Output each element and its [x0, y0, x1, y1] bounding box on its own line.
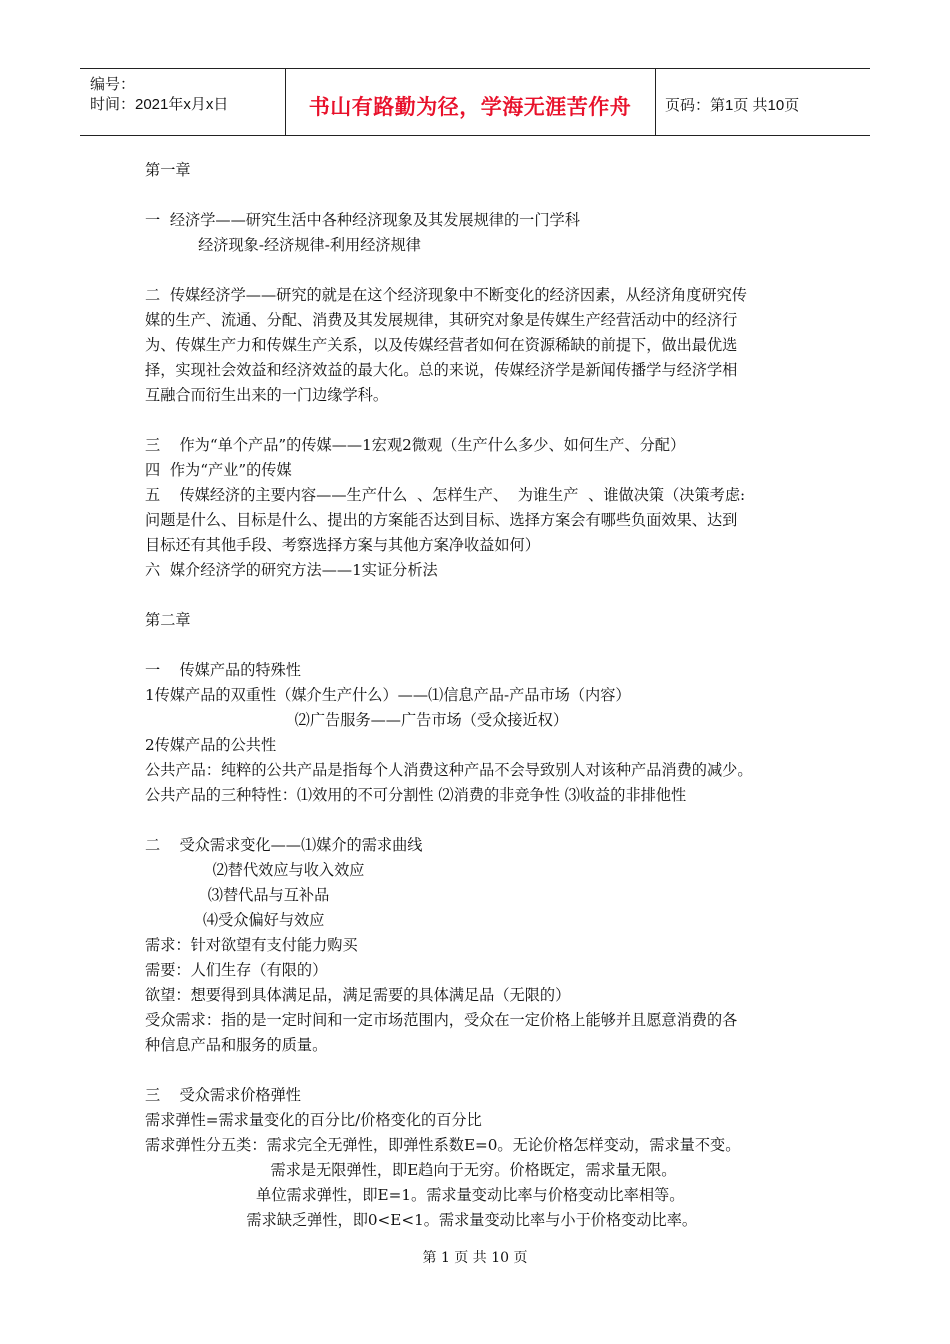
blank-line — [145, 1058, 810, 1083]
text-line: 六 媒介经济学的研究方法——1实证分析法 — [145, 561, 438, 579]
text-line: 需求弹性分五类：需求完全无弹性，即弹性系数E=0。无论价格怎样变动，需求量不变。 — [145, 1136, 741, 1154]
text-line: ⑶替代品与互补品 — [145, 886, 330, 904]
blank-line — [145, 633, 810, 658]
text-line: 一 传媒产品的特殊性 — [145, 661, 301, 679]
header-meta-cell — [80, 69, 286, 135]
text-line: 为、传媒生产力和传媒生产关系，以及传媒经营者如何在资源稀缺的前提下，做出最优选 — [145, 336, 738, 354]
text-line: 经济现象-经济规律-利用经济规律 — [145, 236, 421, 254]
text-line: 问题是什么、目标是什么、提出的方案能否达到目标、选择方案会有哪些负面效果、达到 — [145, 511, 738, 529]
text-line: 公共产品的三种特性：⑴效用的不可分割性 ⑵消费的非竞争性 ⑶收益的非排他性 — [145, 786, 687, 804]
text-line: 三 受众需求价格弹性 — [145, 1086, 301, 1104]
blank-line — [145, 408, 810, 433]
text-line: 一 经济学——研究生活中各种经济现象及其发展规律的一门学科 — [145, 211, 580, 229]
text-line: 需求弹性=需求量变化的百分比/价格变化的百分比 — [145, 1111, 482, 1129]
page-header — [80, 68, 870, 136]
text-line: 择，实现社会效益和经济效益的最大化。总的来说，传媒经济学是新闻传播学与经济学相 — [145, 361, 738, 379]
text-line: 五 传媒经济的主要内容——生产什么 、怎样生产、 为谁生产 、谁做决策（决策考虑: — [145, 486, 746, 504]
text-line: 三 作为“单个产品”的传媒——1宏观2微观（生产什么多少、如何生产、分配） — [145, 436, 686, 454]
text-line: 互融合而衍生出来的一门边缘学科。 — [145, 386, 388, 404]
doc-date-label: 时间：2021年x月x日 — [90, 96, 229, 113]
doc-number-label: 编号： — [90, 76, 136, 93]
text-line: 二 传媒经济学——研究的就是在这个经济现象中不断变化的经济因素，从经济角度研究传 — [145, 286, 747, 304]
text-line: 种信息产品和服务的质量。 — [145, 1036, 328, 1054]
text-line: 公共产品：纯粹的公共产品是指每个人消费这种产品不会导致别人对该种产品消费的减少。 — [145, 761, 753, 779]
document-body — [145, 158, 810, 1233]
page-footer: 第 1 页 共 10 页 — [422, 1250, 528, 1266]
text-line: 单位需求弹性，即E=1。需求量变动比率与价格变动比率相等。 — [145, 1186, 685, 1204]
text-line: 2传媒产品的公共性 — [145, 736, 277, 754]
text-line: ⑵广告服务——广告市场（受众接近权） — [145, 711, 569, 729]
blank-line — [145, 183, 810, 208]
text-line: 需求缺乏弹性，即0<E<1。需求量变动比率与小于价格变动比率。 — [145, 1211, 698, 1229]
text-line: ⑵替代效应与收入效应 — [145, 861, 365, 879]
text-line: 欲望：想要得到具体满足品，满足需要的具体满足品（无限的） — [145, 986, 571, 1004]
text-line: ⑷受众偏好与效应 — [145, 911, 325, 929]
text-line: 1传媒产品的双重性（媒介生产什么）——⑴信息产品-产品市场（内容） — [145, 686, 631, 704]
text-line: 媒的生产、流通、分配、消费及其发展规律，其研究对象是传媒生产经营活动中的经济行 — [145, 311, 738, 329]
text-line: 第一章 — [145, 161, 191, 179]
blank-line — [145, 808, 810, 833]
blank-line — [145, 583, 810, 608]
text-line: 需要：人们生存（有限的） — [145, 961, 328, 979]
text-line: 受众需求：指的是一定时间和一定市场范围内，受众在一定价格上能够并且愿意消费的各 — [145, 1011, 738, 1029]
text-line: 目标还有其他手段、考察选择方案与其他方案净收益如何） — [145, 536, 540, 554]
text-line: 需求：针对欲望有支付能力购买 — [145, 936, 358, 954]
text-line: 四 作为“产业”的传媒 — [145, 461, 292, 479]
header-page-number: 页码：第1页 共10页 — [665, 97, 800, 114]
text-line: 需求是无限弹性，即E趋向于无穷。价格既定，需求量无限。 — [145, 1161, 677, 1179]
text-line: 第二章 — [145, 611, 191, 629]
header-page-cell — [655, 69, 870, 135]
blank-line — [145, 258, 810, 283]
header-motto-cell — [285, 69, 656, 135]
header-motto: 书山有路勤为径，学海无涯苦作舟 — [308, 96, 632, 119]
text-line: 二 受众需求变化——⑴媒介的需求曲线 — [145, 836, 423, 854]
